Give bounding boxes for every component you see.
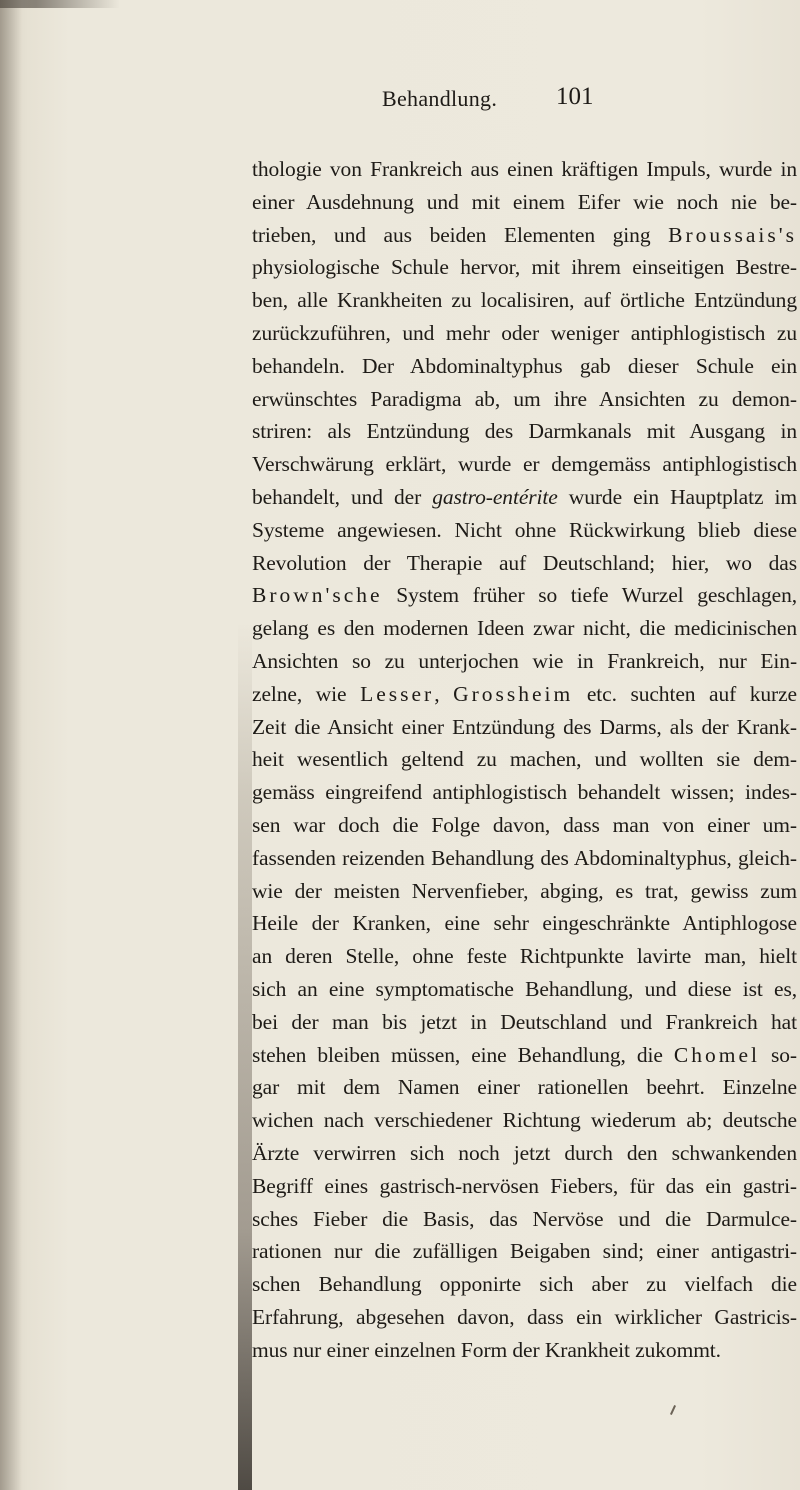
body-text xyxy=(252,153,797,1366)
text-run: einer Ausdehnung und mit einem Eifer wie noch nie be- xyxy=(252,189,797,214)
text-line xyxy=(252,1039,797,1072)
text-line xyxy=(252,186,797,219)
text-line xyxy=(252,1104,797,1137)
text-line xyxy=(252,415,797,448)
text-run: gar mit dem Namen einer rationellen beehrt. Einzelne xyxy=(252,1075,797,1100)
text-line xyxy=(252,547,797,580)
text-run: so- xyxy=(759,1042,797,1067)
text-run: Verschwärung erklärt, wurde er demgemäss antiphlogistisch xyxy=(252,452,797,477)
text-run: wurde ein Hauptplatz im xyxy=(557,484,797,509)
spaced-name: Brown'sche xyxy=(252,583,383,608)
spaced-name: Chomel xyxy=(673,1042,760,1067)
text-run: gemäss eingreifend antiphlogistisch behandelt wissen; indes- xyxy=(252,780,797,805)
page-number: 101 xyxy=(556,83,594,110)
text-line xyxy=(252,678,797,711)
text-run: striren: als Entzündung des Darmkanals mit Ausgang in xyxy=(252,419,797,444)
text-line xyxy=(252,1235,797,1268)
stray-mark xyxy=(670,1405,676,1415)
text-line xyxy=(252,1268,797,1301)
text-line xyxy=(252,809,797,842)
text-run: trieben, und aus beiden Elementen ging xyxy=(252,222,669,247)
text-line xyxy=(252,481,797,514)
text-run: sches Fieber die Basis, das Nervöse und die Darmulce- xyxy=(252,1206,797,1231)
text-line xyxy=(252,251,797,284)
italic-term: gastro-entérite xyxy=(432,484,558,509)
spaced-name: Lesser xyxy=(360,681,435,706)
text-line xyxy=(252,1137,797,1170)
text-run: Zeit die Ansicht einer Entzündung des Darms, als der Krank- xyxy=(252,714,797,739)
text-run: an deren Stelle, ohne feste Richtpunkte lavirte man, hielt xyxy=(252,944,797,969)
text-run: etc. suchten auf kurze xyxy=(573,681,798,706)
text-run: behandelt, und der xyxy=(252,484,433,509)
text-run: Begriff eines gastrisch-nervösen Fiebers, für das ein gastri- xyxy=(252,1173,797,1198)
text-line xyxy=(252,1071,797,1104)
text-line xyxy=(252,842,797,875)
text-run: behandeln. Der Abdominaltyphus gab dieser Schule ein xyxy=(252,353,797,378)
text-line xyxy=(252,219,797,252)
text-run: wichen nach verschiedener Richtung wiederum ab; deutsche xyxy=(252,1108,797,1133)
text-run: Heile der Kranken, eine sehr eingeschränkte Antiphlogose xyxy=(252,911,797,936)
text-run: stehen bleiben müssen, eine Behandlung, die xyxy=(252,1042,674,1067)
text-line xyxy=(252,875,797,908)
text-run: Erfahrung, abgesehen davon, dass ein wirklicher Gastricis- xyxy=(252,1304,797,1329)
text-line xyxy=(252,284,797,317)
text-run: sich an eine symptomatische Behandlung, und diese ist es, xyxy=(252,976,797,1001)
text-run: bei der man bis jetzt in Deutschland und Frankreich hat xyxy=(252,1009,797,1034)
text-line xyxy=(252,743,797,776)
text-run: Ärzte verwirren sich noch jetzt durch den schwankenden xyxy=(252,1140,797,1165)
text-run: zelne, wie xyxy=(252,681,361,706)
text-line xyxy=(252,1301,797,1334)
text-line xyxy=(252,907,797,940)
text-run: mus nur einer einzelnen Form der Krankheit zukommt. xyxy=(252,1337,721,1362)
text-run: System früher so tiefe Wurzel geschlagen, xyxy=(382,583,797,608)
text-line xyxy=(252,153,797,186)
text-run: sen war doch die Folge davon, dass man von einer um- xyxy=(252,812,797,837)
text-run: physiologische Schule hervor, mit ihrem einseitigen Bestre- xyxy=(252,255,797,280)
text-line xyxy=(252,448,797,481)
text-line xyxy=(252,645,797,678)
text-run: Systeme angewiesen. Nicht ohne Rückwirkung blieb diese xyxy=(252,517,797,542)
text-line xyxy=(252,514,797,547)
text-line xyxy=(252,973,797,1006)
text-run: wie der meisten Nervenfieber, abging, es trat, gewiss zum xyxy=(252,878,797,903)
text-line xyxy=(252,1170,797,1203)
text-line xyxy=(252,383,797,416)
text-run: rationen nur die zufälligen Beigaben sind; einer antigastri- xyxy=(252,1239,797,1264)
text-line xyxy=(252,317,797,350)
binding-edge-marks xyxy=(238,620,252,1490)
text-line xyxy=(252,940,797,973)
running-head xyxy=(0,83,800,126)
text-run: erwünschtes Paradigma ab, um ihre Ansichten zu demon- xyxy=(252,386,797,411)
text-run: ben, alle Krankheiten zu localisiren, auf örtliche Entzündung xyxy=(252,288,797,313)
text-run: Ansichten so zu unterjochen wie in Frankreich, nur Ein- xyxy=(252,648,797,673)
text-line xyxy=(252,612,797,645)
running-head-title: Behandlung. xyxy=(382,86,498,111)
text-run: Revolution der Therapie auf Deutschland; hier, wo das xyxy=(252,550,797,575)
text-run: zurückzuführen, und mehr oder weniger antiphlogistisch zu xyxy=(252,320,797,345)
gutter-shadow xyxy=(0,0,22,1490)
text-line xyxy=(252,350,797,383)
text-run: thologie von Frankreich aus einen kräftigen Impuls, wurde in xyxy=(252,157,797,181)
text-line xyxy=(252,579,797,612)
text-run: , xyxy=(434,681,454,706)
text-line xyxy=(252,1006,797,1039)
text-line xyxy=(252,776,797,809)
text-run: gelang es den modernen Ideen zwar nicht, die medicinischen xyxy=(252,616,797,641)
text-line xyxy=(252,1334,797,1367)
torn-edge xyxy=(0,0,120,8)
spaced-name: Broussais's xyxy=(668,222,797,247)
spaced-name: Grossheim xyxy=(453,681,574,706)
text-run: schen Behandlung opponirte sich aber zu vielfach die xyxy=(252,1272,797,1297)
text-line xyxy=(252,711,797,744)
text-run: heit wesentlich geltend zu machen, und wollten sie dem- xyxy=(252,747,797,772)
text-line xyxy=(252,1203,797,1236)
text-run: fassenden reizenden Behandlung des Abdominaltyphus, gleich- xyxy=(252,845,797,870)
